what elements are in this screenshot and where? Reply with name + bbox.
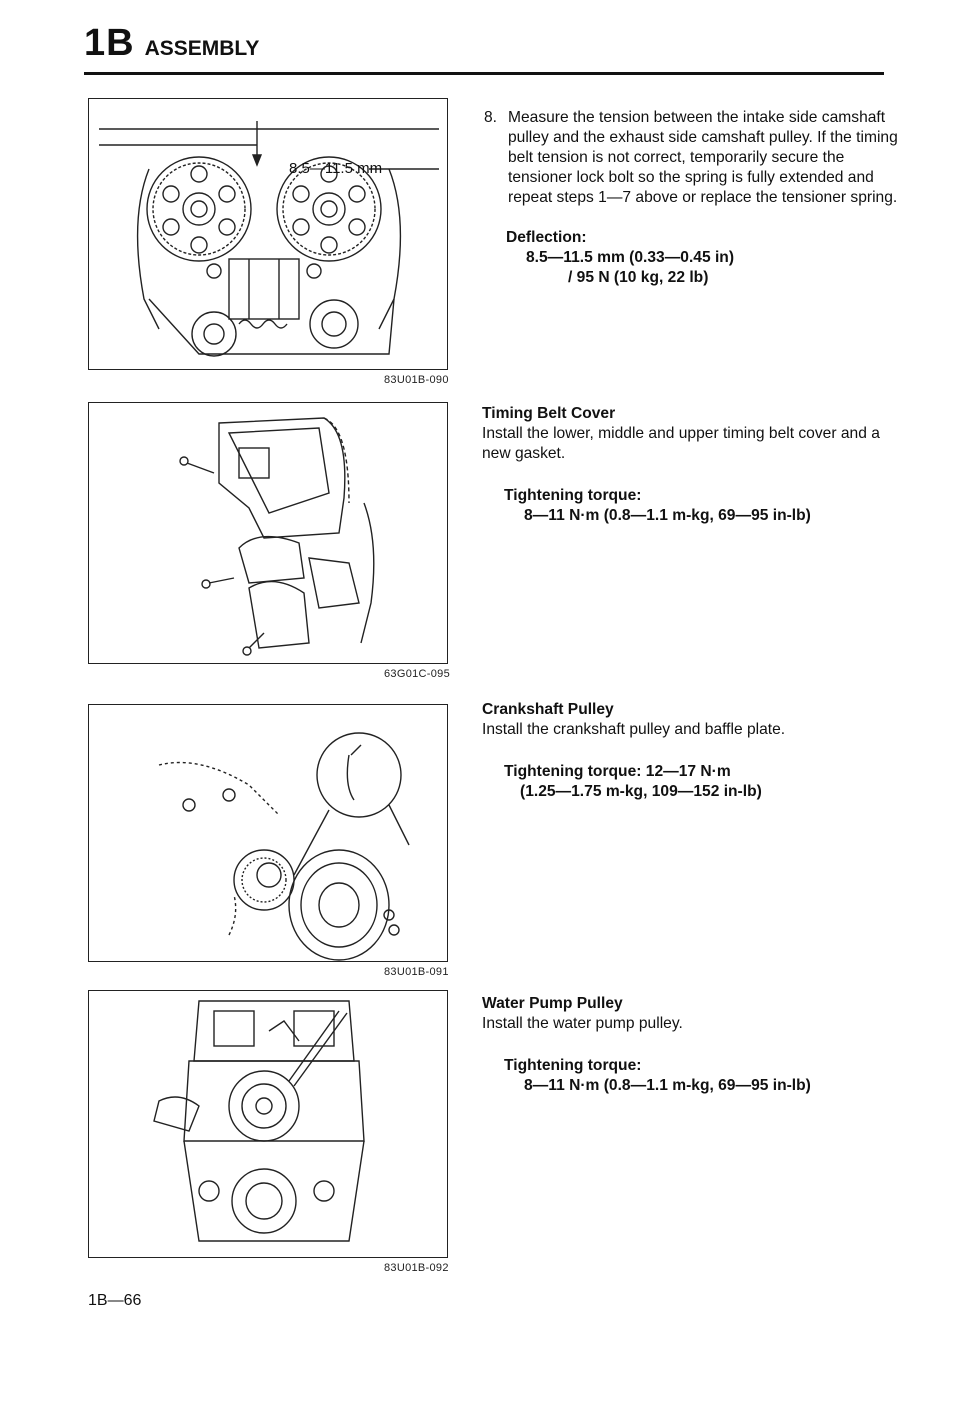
- water-pump-section: [482, 994, 902, 1096]
- section-number: 1B: [84, 22, 135, 64]
- step-number: 8.: [484, 109, 498, 126]
- crankshaft-pulley-illustration: [89, 705, 447, 961]
- figure-belt-deflection: [88, 98, 448, 370]
- torque-spec: [504, 1056, 902, 1096]
- figure-code: 83U01B-091: [384, 966, 449, 978]
- section-text: Install the lower, middle and upper timing belt cover and a new gasket.: [482, 425, 880, 462]
- torque-label: Tightening torque:: [504, 487, 642, 504]
- crankshaft-pulley-section: [482, 700, 902, 802]
- step-8: [484, 108, 904, 208]
- figure-water-pump-pulley: [88, 990, 448, 1258]
- figure-code: 83U01B-090: [384, 374, 449, 386]
- figure-code: 63G01C-095: [384, 668, 450, 680]
- deflection-spec: [506, 228, 904, 288]
- step-8-section: [484, 108, 904, 288]
- section-heading: Crankshaft Pulley: [482, 701, 614, 718]
- section-title: ASSEMBLY: [144, 37, 260, 60]
- torque-value: (1.25—1.75 m-kg, 109—152 in-lb): [520, 783, 762, 800]
- figure-crankshaft-pulley: [88, 704, 448, 962]
- spec-label: Deflection:: [506, 229, 587, 246]
- torque-value: 8—11 N·m (0.8—1.1 m-kg, 69—95 in-lb): [524, 1077, 811, 1094]
- torque-spec: [504, 762, 902, 802]
- section-text: Install the crankshaft pulley and baffle plate.: [482, 721, 786, 738]
- figure-timing-covers: [88, 402, 448, 664]
- deflection-label: 8.5—11.5 mm: [289, 160, 383, 177]
- section-text: Install the water pump pulley.: [482, 1015, 683, 1032]
- section-heading: Timing Belt Cover: [482, 405, 616, 422]
- spec-value-1: 8.5—11.5 mm (0.33—0.45 in): [526, 249, 735, 266]
- torque-spec: [504, 486, 902, 526]
- timing-cover-section: [482, 404, 902, 526]
- figure-code: 83U01B-092: [384, 1262, 449, 1274]
- torque-value: 8—11 N·m (0.8—1.1 m-kg, 69—95 in-lb): [524, 507, 811, 524]
- page-number: 1B—66: [88, 1292, 142, 1309]
- timing-cover-illustration: [89, 403, 447, 663]
- section-heading: Water Pump Pulley: [482, 995, 623, 1012]
- torque-label: Tightening torque:: [504, 1057, 642, 1074]
- header-rule: [84, 72, 884, 75]
- torque-label: Tightening torque: 12—17 N·m: [504, 763, 731, 780]
- belt-deflection-illustration: [89, 99, 447, 369]
- step-text: Measure the tension between the intake side camshaft pulley and the exhaust side camshaft pulley. If the timing belt tension is not correct, temporarily secure the tensioner lock bolt so the spring is fully extended and repeat steps 1—7 above or replace the tensioner spring.: [508, 109, 898, 206]
- page-header: [84, 22, 259, 72]
- water-pump-pulley-illustration: [89, 991, 447, 1257]
- spec-value-2: / 95 N (10 kg, 22 lb): [568, 269, 709, 286]
